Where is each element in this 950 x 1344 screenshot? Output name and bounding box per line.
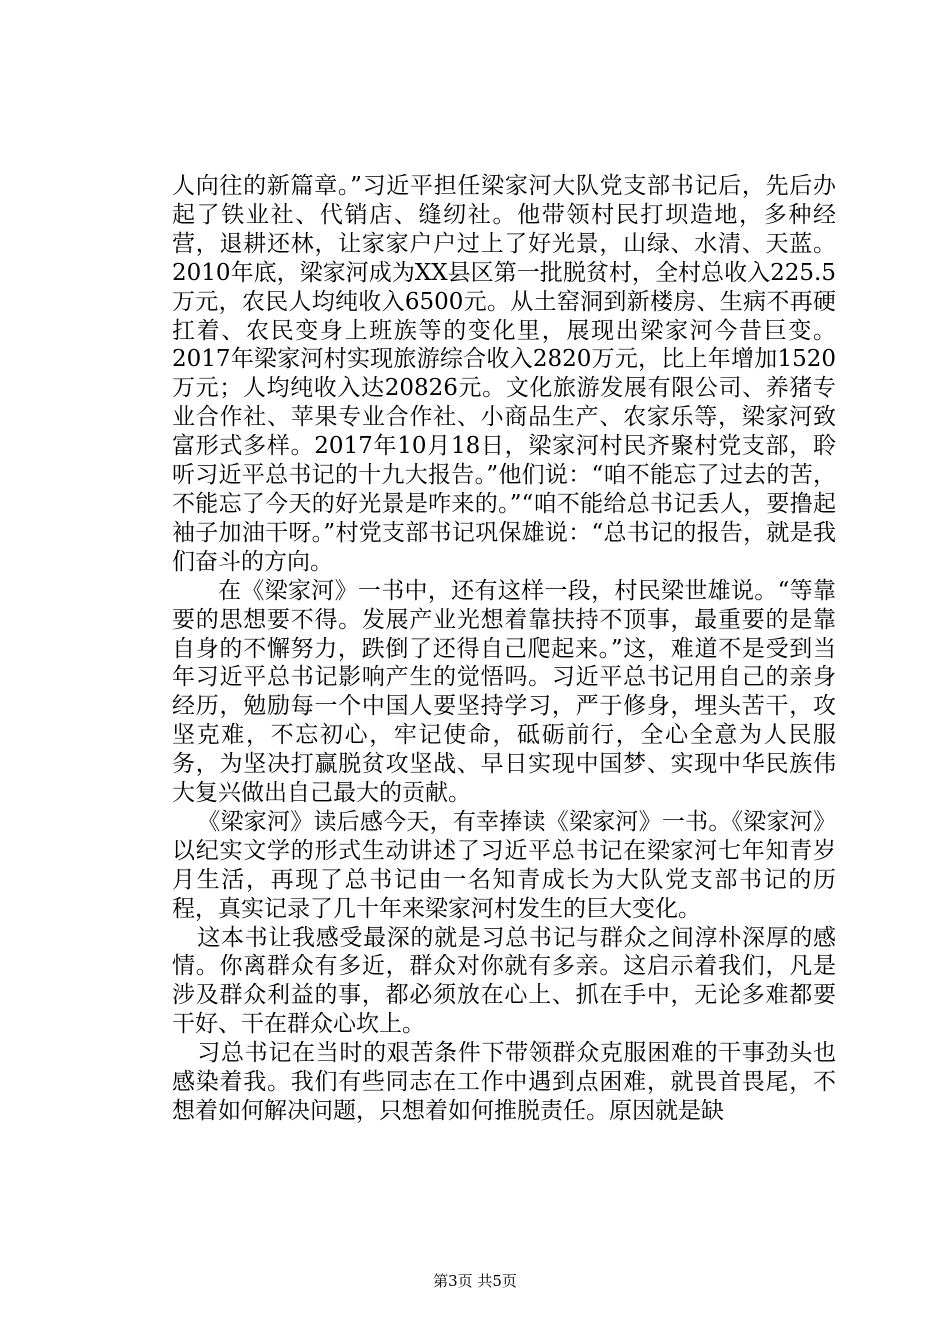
paragraph-2: 在《梁家河》一书中，还有这样一段，村民梁世雄说。“等靠要的思想要不得。发展产业光想着靠扶持不顶事，最重要的是靠自身的不懈努力，跌倒了还得自己爬起来。”这，难道不是受到当年习近平总书记影响产生的觉悟吗。习近平总书记用自己的亲身经历，勉励每一个中国人要坚持学习，严于修身，埋头苦干，攻坚克难，不忘初心，牢记使命，砥砺前行，全心全意为人民服务，为坚决打赢脱贫攻坚战、早日实现中国梦、实现中华民族伟大复兴做出自己最大的贡献。 xyxy=(172,577,836,807)
paragraph-5: 习总书记在当时的艰苦条件下带领群众克服困难的干事劲头也感染着我。我们有些同志在工作中遇到点困难，就畏首畏尾，不想着如何解决问题，只想着如何推脱责任。原因就是缺 xyxy=(172,1040,836,1124)
page-footer: 第3页 共5页 xyxy=(433,1272,517,1290)
paragraph-3: 《梁家河》读后感今天，有幸捧读《梁家河》一书。《梁家河》以纪实文学的形式生动讲述了习近平总书记在梁家河七年知青岁月生活，再现了总书记由一名知青成长为大队党支部书记的历程，真实记录了几十年来梁家河村发生的巨大变化。 xyxy=(172,808,836,922)
paragraph-4: 这本书让我感受最深的就是习总书记与群众之间淳朴深厚的感情。你离群众有多近，群众对你就有多亲。这启示着我们，凡是涉及群众利益的事，都必须放在心上、抓在手中，无论多难都要干好、干在群众心坎上。 xyxy=(172,924,836,1038)
document-body xyxy=(172,172,836,1126)
paragraph-1: 人向往的新篇章。”习近平担任梁家河大队党支部书记后，先后办起了铁业社、代销店、缝纫社。他带领村民打坝造地，多种经营，退耕还林，让家家户户过上了好光景，山绿、水清、天蓝。2010年底，梁家河成为XX县区第一批脱贫村，全村总收入225.5万元，农民人均纯收入6500元。从土窑洞到新楼房、生病不再硬扛着、农民变身上班族等的变化里，展现出梁家河今昔巨变。2017年梁家河村实现旅游综合收入2820万元，比上年增加1520万元；人均纯收入达20826元。文化旅游发展有限公司、养猪专业合作社、苹果专业合作社、小商品生产、农家乐等，梁家河致富形式多样。2017年10月18日，梁家河村民齐聚村党支部，聆听习近平总书记的十九大报告。”他们说：“咱不能忘了过去的苦，不能忘了今天的好光景是咋来的。”“咱不能给总书记丢人，要撸起袖子加油干呀。”村党支部书记巩保雄说：“总书记的报告，就是我们奋斗的方向。 xyxy=(172,173,836,575)
